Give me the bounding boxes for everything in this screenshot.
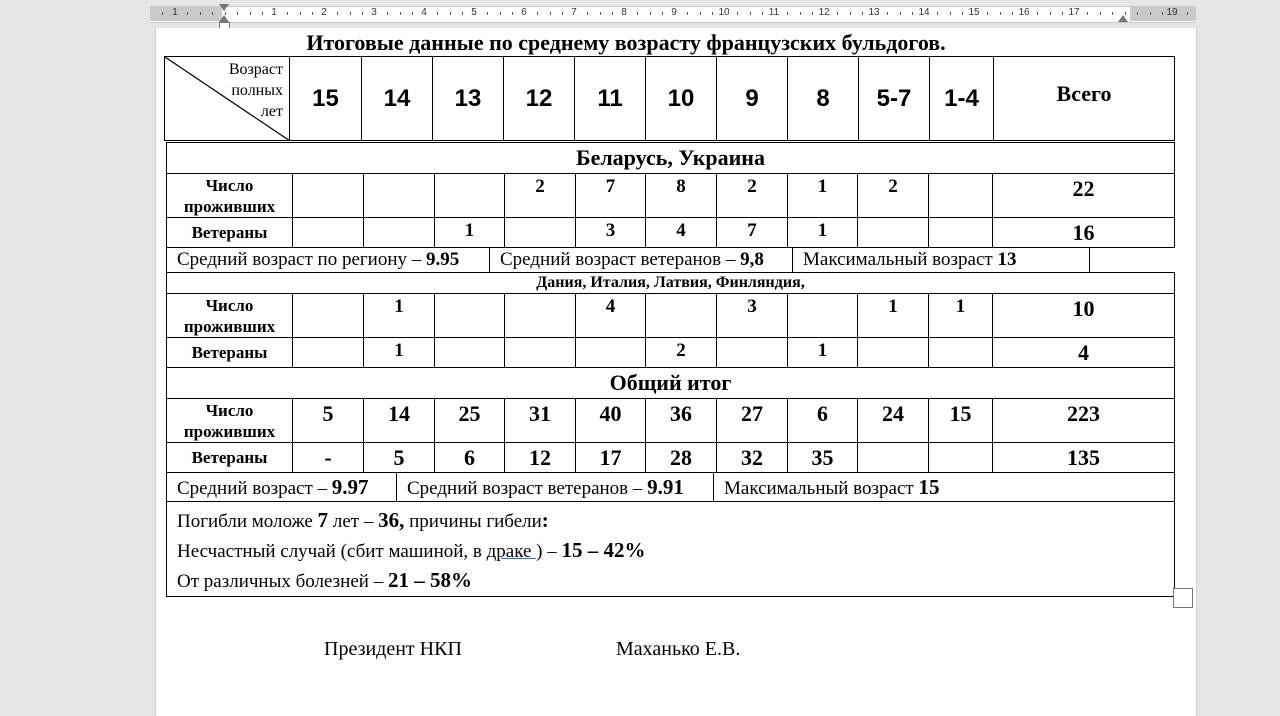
ruler-tick	[887, 12, 888, 15]
ruler-number: 10	[718, 7, 730, 18]
table-cell: 2	[646, 338, 717, 368]
ruler-number: 1	[172, 7, 178, 18]
ruler-tick	[687, 12, 688, 15]
spelling-underlined-text[interactable]: драке )	[486, 541, 543, 562]
table-cell: 32	[717, 443, 788, 473]
total-cell: 223	[993, 399, 1175, 443]
age-col-9: 9	[717, 57, 788, 141]
ruler-tick	[1150, 12, 1151, 15]
table-cell: 27	[717, 399, 788, 443]
ruler-number: 19	[1166, 7, 1178, 18]
ruler-tick	[600, 12, 601, 15]
ruler-tick	[987, 12, 988, 15]
row-label-lived: Число проживших	[167, 399, 293, 443]
table-row	[167, 218, 1175, 248]
table-cell	[364, 174, 435, 218]
ruler-number: 9	[671, 7, 677, 18]
age-col-11: 11	[575, 57, 646, 141]
ruler-tick	[1162, 12, 1163, 15]
table-cell	[929, 218, 993, 248]
region-summary-row	[167, 248, 1175, 273]
ruler-tick	[850, 12, 851, 15]
notes-line-2: Несчастный случай (сбит машиной, в драке ) – 15 – 42%	[177, 538, 646, 562]
table-cell: 3	[576, 218, 646, 248]
table-cell: 4	[576, 294, 646, 338]
notes-cell	[167, 502, 1175, 597]
table-cell	[858, 443, 929, 473]
table-cell: 17	[576, 443, 646, 473]
ruler-tick	[287, 12, 288, 15]
notes-line-3: От различных болезней – 21 – 58%	[177, 568, 472, 592]
ruler-number: 13	[868, 7, 880, 18]
ruler-tick	[612, 12, 613, 15]
ruler-tick	[437, 12, 438, 15]
table-cell	[576, 338, 646, 368]
ruler-number: 7	[571, 7, 577, 18]
age-col-10: 10	[646, 57, 717, 141]
statistics-table	[166, 142, 1175, 597]
table-cell: 1	[858, 294, 929, 338]
ruler-number: 15	[968, 7, 980, 18]
overall-max-age: Максимальный возраст 15	[724, 475, 940, 499]
table-cell	[435, 174, 505, 218]
table-cell: 24	[858, 399, 929, 443]
table-cell: 40	[576, 399, 646, 443]
ruler-tick	[550, 12, 551, 15]
overall-summary-row	[167, 473, 1175, 502]
region-heading-europe: Дания, Италия, Латвия, Финляндия,	[167, 273, 1175, 294]
ruler-tick	[412, 12, 413, 15]
hanging-indent-marker[interactable]	[219, 15, 229, 22]
ruler-tick	[1012, 12, 1013, 15]
table-cell: 15	[929, 399, 993, 443]
ruler-tick	[237, 12, 238, 15]
table-cell: 1	[364, 338, 435, 368]
table-cell	[293, 338, 364, 368]
age-col-14: 14	[362, 57, 433, 141]
notes-line-1: Погибли моложе 7 лет – 36, причины гибели:	[177, 508, 549, 532]
region-vet-avg-age: Средний возраст ветеранов – 9,8	[490, 248, 793, 272]
ruler-tick	[512, 12, 513, 15]
ruler-tick	[812, 12, 813, 15]
age-col-1-4: 1-4	[930, 57, 994, 141]
table-cell: 3	[717, 294, 788, 338]
ruler-tick	[487, 12, 488, 15]
table-cell: 1	[788, 174, 858, 218]
row-label-veterans: Ветераны	[167, 443, 293, 473]
table-cell: 25	[435, 399, 505, 443]
age-col-12: 12	[504, 57, 575, 141]
table-cell: 2	[858, 174, 929, 218]
ruler-number: 2	[321, 7, 327, 18]
ruler-tick	[1112, 12, 1113, 15]
ruler-number: 3	[371, 7, 377, 18]
ruler-number: 6	[521, 7, 527, 18]
ruler-tick	[162, 12, 163, 15]
ruler-tick	[762, 12, 763, 15]
age-header-table	[164, 56, 1175, 141]
table-cell: 1	[435, 218, 505, 248]
ruler-tick	[200, 12, 201, 15]
ruler-tick	[250, 12, 251, 15]
table-cell	[293, 174, 364, 218]
table-cell: 31	[505, 399, 576, 443]
ruler-tick	[650, 12, 651, 15]
overall-avg-age: Средний возраст – 9.97	[167, 473, 397, 501]
table-cell	[646, 294, 717, 338]
total-cell: 4	[993, 338, 1175, 368]
table-cell: 2	[505, 174, 576, 218]
ruler-tick	[637, 12, 638, 15]
ruler-tick	[912, 12, 913, 15]
table-cell: 1	[929, 294, 993, 338]
total-cell: 22	[993, 174, 1175, 218]
table-cell: 5	[364, 443, 435, 473]
ruler-tick	[800, 12, 801, 15]
ruler-tick	[962, 12, 963, 15]
ruler-number: 12	[818, 7, 830, 18]
table-row	[167, 294, 1175, 338]
ruler-tick	[587, 12, 588, 15]
ruler-tick	[862, 12, 863, 15]
ruler-tick	[750, 12, 751, 15]
ruler-tick	[262, 12, 263, 15]
ruler-tick	[937, 12, 938, 15]
ruler-tick	[1000, 12, 1001, 15]
total-cell: 135	[993, 443, 1175, 473]
ruler-number: 14	[918, 7, 930, 18]
table-row	[167, 338, 1175, 368]
table-cell	[929, 443, 993, 473]
table-cell	[505, 338, 576, 368]
ruler-number: 16	[1018, 7, 1030, 18]
ruler-tick	[362, 12, 363, 15]
table-cell	[929, 338, 993, 368]
table-cell: 2	[717, 174, 788, 218]
table-cell: 28	[646, 443, 717, 473]
total-cell: 16	[993, 218, 1175, 248]
table-cell: 4	[646, 218, 717, 248]
age-col-5-7: 5-7	[859, 57, 930, 141]
table-cell	[364, 218, 435, 248]
total-cell: 10	[993, 294, 1175, 338]
first-line-indent-marker[interactable]	[219, 4, 229, 11]
ruler-tick	[837, 12, 838, 15]
ruler-tick	[350, 12, 351, 15]
ruler-tick	[787, 12, 788, 15]
table-cell	[929, 174, 993, 218]
ruler-number: 5	[471, 7, 477, 18]
age-col-8: 8	[788, 57, 859, 141]
row-label-veterans: Ветераны	[167, 338, 293, 368]
ruler-tick	[337, 12, 338, 15]
ruler-tick	[300, 12, 301, 15]
table-cell: 6	[435, 443, 505, 473]
ruler-tick	[700, 12, 701, 15]
ruler-number: 4	[421, 7, 427, 18]
table-cell: 14	[364, 399, 435, 443]
table-cell	[858, 338, 929, 368]
ruler-number: 11	[768, 7, 780, 18]
right-indent-marker[interactable]	[1118, 15, 1128, 22]
table-cell: 5	[293, 399, 364, 443]
table-cell	[293, 218, 364, 248]
age-corner-label: Возраст полных лет	[228, 61, 283, 120]
ruler-tick	[500, 12, 501, 15]
ruler-tick	[737, 12, 738, 15]
table-cell: 6	[788, 399, 858, 443]
ruler-number: 8	[621, 7, 627, 18]
ruler-tick	[1137, 12, 1138, 15]
ruler-tick	[312, 12, 313, 15]
ruler-tick	[225, 12, 226, 15]
ruler-tick	[1100, 12, 1101, 15]
table-cell: 7	[576, 174, 646, 218]
table-cell: 8	[646, 174, 717, 218]
ruler-tick	[1050, 12, 1051, 15]
table-cell	[858, 218, 929, 248]
table-cell: 1	[788, 218, 858, 248]
table-row	[167, 399, 1175, 443]
ruler-tick	[387, 12, 388, 15]
ruler-tick	[900, 12, 901, 15]
row-label-lived: Число проживших	[167, 174, 293, 218]
ruler-tick	[537, 12, 538, 15]
table-row	[167, 174, 1175, 218]
row-label-veterans: Ветераны	[167, 218, 293, 248]
ruler-tick	[950, 12, 951, 15]
ruler-number: 1	[271, 7, 277, 18]
ruler-tick	[187, 12, 188, 15]
ruler-tick	[1062, 12, 1063, 15]
age-corner-cell	[165, 57, 290, 141]
table-cell	[505, 218, 576, 248]
table-cell	[788, 294, 858, 338]
ruler-tick	[1037, 12, 1038, 15]
row-label-lived: Число проживших	[167, 294, 293, 338]
table-cell: 35	[788, 443, 858, 473]
table-cell	[293, 294, 364, 338]
ruler-tick	[1125, 12, 1126, 15]
ruler-tick	[1087, 12, 1088, 15]
ruler-tick	[212, 12, 213, 15]
overall-heading: Общий итог	[167, 368, 1175, 399]
age-col-15: 15	[290, 57, 362, 141]
overall-vet-avg-age: Средний возраст ветеранов – 9.91	[397, 473, 714, 501]
ruler-tick	[662, 12, 663, 15]
region-max-age: Максимальный возраст 13	[793, 248, 1090, 272]
table-cell: 12	[505, 443, 576, 473]
document-title: Итоговые данные по среднему возрасту французских бульдогов.	[306, 30, 946, 55]
table-cell	[505, 294, 576, 338]
table-cell: -	[293, 443, 364, 473]
horizontal-ruler[interactable]	[0, 0, 1280, 28]
ruler-tick	[462, 12, 463, 15]
table-cell	[435, 338, 505, 368]
table-cell	[435, 294, 505, 338]
ruler-tick	[400, 12, 401, 15]
total-col-header: Всего	[994, 57, 1175, 141]
document-page	[155, 28, 1197, 716]
table-cell: 1	[364, 294, 435, 338]
ruler-number: 17	[1068, 7, 1080, 18]
table-cell: 7	[717, 218, 788, 248]
region-avg-age: Средний возраст по региону – 9.95	[167, 248, 490, 272]
table-resize-handle[interactable]	[1173, 588, 1193, 608]
ruler-tick	[712, 12, 713, 15]
signature-name: Маханько Е.В.	[616, 638, 741, 660]
ruler-tick	[1187, 12, 1188, 15]
table-cell: 36	[646, 399, 717, 443]
table-cell	[717, 338, 788, 368]
region-heading-belarus-ukraine: Беларусь, Украина	[167, 143, 1175, 174]
ruler-tick	[450, 12, 451, 15]
signature-role: Президент НКП	[324, 638, 462, 660]
table-cell: 1	[788, 338, 858, 368]
ruler-tick	[562, 12, 563, 15]
table-row	[167, 443, 1175, 473]
age-col-13: 13	[433, 57, 504, 141]
